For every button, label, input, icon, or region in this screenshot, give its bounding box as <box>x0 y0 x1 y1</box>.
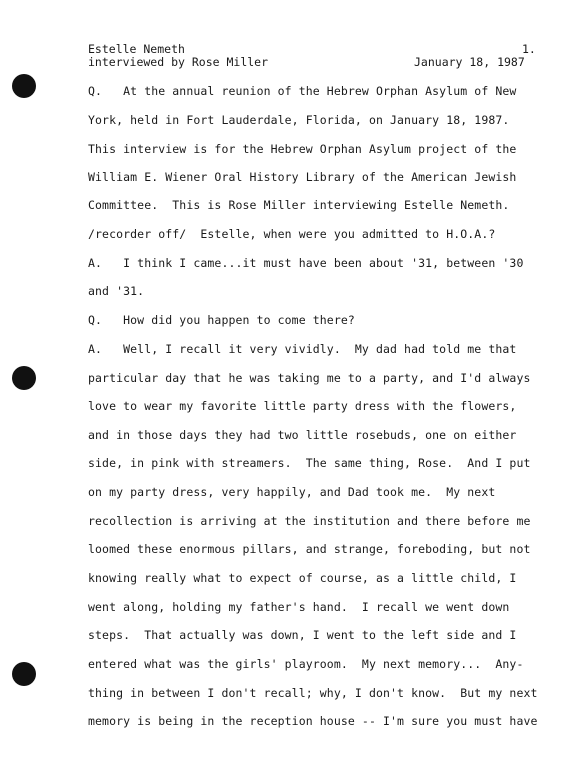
text-line: love to wear my favorite little party dress with the flowers, <box>88 399 517 413</box>
text-line: A. Well, I recall it very vividly. My dad had told me that <box>88 342 517 356</box>
text-line: York, held in Fort Lauderdale, Florida, on January 18, 1987. <box>88 113 510 127</box>
text-line: Committee. This is Rose Miller interviewing Estelle Nemeth. <box>88 198 510 212</box>
text-line: and '31. <box>88 284 145 298</box>
text-line: side, in pink with streamers. The same thing, Rose. And I put <box>88 456 531 470</box>
text-line: thing in between I don't recall; why, I don't know. But my next <box>88 686 538 700</box>
punch-hole-middle <box>12 366 36 390</box>
punch-hole-top <box>12 74 36 98</box>
text-line: A. I think I came...it must have been about '31, between '30 <box>88 256 524 270</box>
page-number: 1. <box>522 42 536 56</box>
text-line: /recorder off/ Estelle, when were you admitted to H.O.A.? <box>88 227 496 241</box>
text-line: William E. Wiener Oral History Library of the American Jewish <box>88 170 517 184</box>
text-line: entered what was the girls' playroom. My next memory... Any- <box>88 657 524 671</box>
text-line: Q. At the annual reunion of the Hebrew Orphan Asylum of New <box>88 84 517 98</box>
text-line: particular day that he was taking me to a party, and I'd always <box>88 371 531 385</box>
interviewee-name: Estelle Nemeth <box>88 42 185 56</box>
text-line: on my party dress, very happily, and Dad took me. My next <box>88 485 496 499</box>
text-line: This interview is for the Hebrew Orphan Asylum project of the <box>88 142 517 156</box>
interviewer-line: interviewed by Rose Miller <box>88 55 269 69</box>
text-line: went along, holding my father's hand. I recall we went down <box>88 600 510 614</box>
interview-date: January 18, 1987 <box>414 55 525 69</box>
text-line: Q. How did you happen to come there? <box>88 313 355 327</box>
text-line: recollection is arriving at the institution and there before me <box>88 514 531 528</box>
text-line: and in those days they had two little rosebuds, one on either <box>88 428 517 442</box>
punch-hole-bottom <box>12 662 36 686</box>
text-line: steps. That actually was down, I went to the left side and I <box>88 628 517 642</box>
text-line: knowing really what to expect of course, as a little child, I <box>88 571 517 585</box>
text-line: loomed these enormous pillars, and strange, foreboding, but not <box>88 542 531 556</box>
text-line: memory is being in the reception house -- I'm sure you must have <box>88 714 538 728</box>
